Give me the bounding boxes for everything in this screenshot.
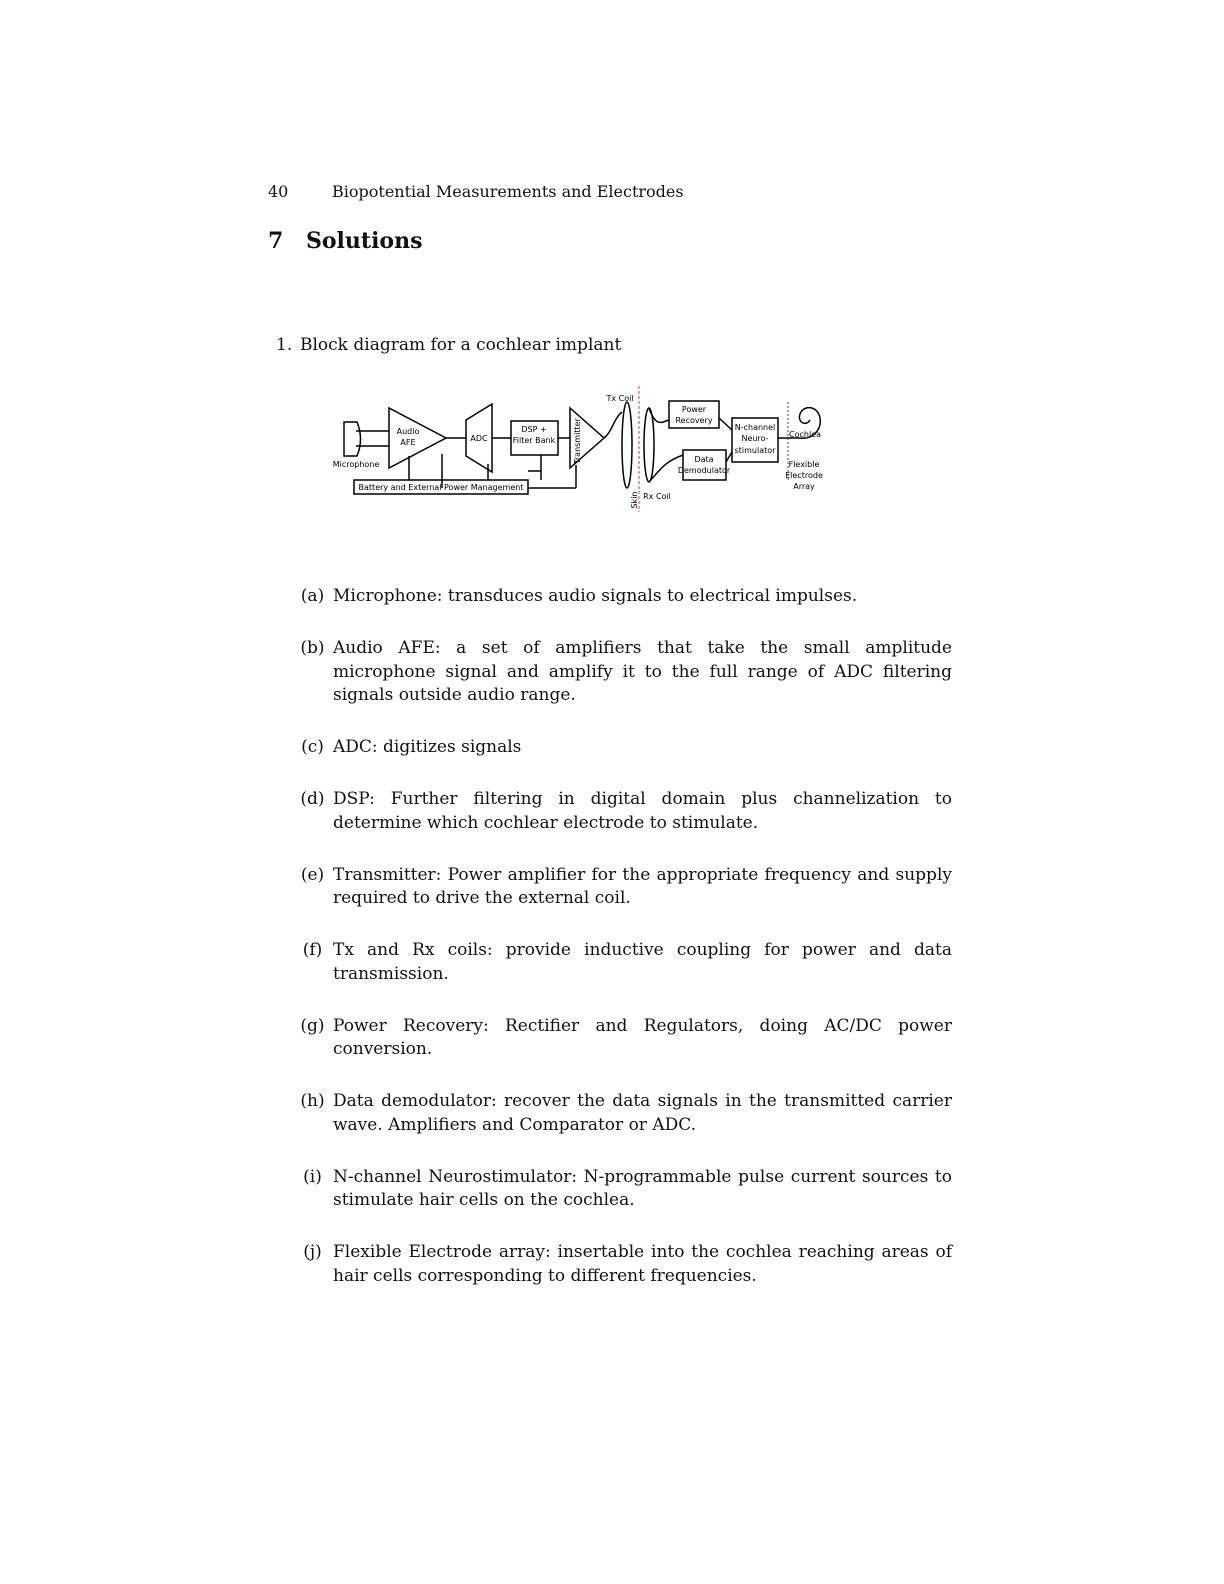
running-title: Biopotential Measurements and Electrodes [332, 182, 684, 201]
power-recovery-label-1: Power [681, 405, 707, 414]
item-label: (f) [302, 940, 323, 960]
rx-coil-label: Rx Coil [643, 492, 671, 501]
item-text: Microphone: transduces audio signals to electrical impulses. [333, 586, 858, 606]
problem-number: 1. [276, 335, 293, 355]
list-item [292, 637, 952, 708]
item-text: N-channel Neurostimulator: N-programmable pulse current sources to stimulate hair cells on the cochlea. [333, 1166, 952, 1210]
microphone-symbol [344, 422, 361, 456]
tx-coil-label: Tx Coil [606, 394, 634, 403]
item-label: (j) [303, 1242, 322, 1262]
item-label: (h) [300, 1091, 325, 1111]
item-label: (g) [300, 1015, 325, 1036]
electrode-label-2: Electrode [785, 471, 823, 480]
solution-parts-list [292, 585, 952, 1317]
tx-coil [622, 402, 632, 488]
cochlear-implant-block-diagram [330, 384, 830, 514]
neurostimulator-label-3: stimulator [734, 446, 776, 455]
page-number: 40 [268, 182, 289, 201]
running-header [268, 182, 684, 201]
transmitter-label: Transmitter [573, 418, 582, 464]
list-item [292, 1166, 952, 1213]
data-demodulator-label-1: Data [694, 455, 714, 464]
dsp-label-2: Filter Bank [512, 436, 556, 445]
item-text: Transmitter: Power amplifier for the appropriate frequency and supply required to drive the external coil. [333, 864, 952, 908]
item-text: Flexible Electrode array: insertable into the cochlea reaching areas of hair cells corresponding to different frequencies. [333, 1242, 952, 1286]
list-item [292, 788, 952, 835]
item-text: Power Recovery: Rectifier and Regulators, doing AC/DC power conversion. [333, 1015, 952, 1059]
electrode-label-1: Flexible [788, 460, 820, 469]
list-item [292, 1241, 952, 1288]
section-number: 7 [268, 228, 284, 254]
section-title: Solutions [306, 228, 423, 254]
audio-afe-label-1: Audio [396, 427, 420, 436]
cochlea-label: Cochlea [789, 430, 821, 439]
power-recovery-label-2: Recovery [675, 416, 713, 425]
problem-statement [276, 335, 621, 355]
data-demodulator-label-2: Demodulator [677, 466, 731, 475]
list-item [292, 1090, 952, 1137]
item-label: (a) [300, 586, 325, 606]
item-text: ADC: digitizes signals [333, 737, 522, 757]
item-label: (c) [301, 737, 324, 757]
skin-label: Skin [630, 491, 639, 509]
list-item [292, 1015, 952, 1062]
item-label: (i) [303, 1166, 322, 1187]
list-item [292, 864, 952, 911]
battery-label: Battery and External Power Management [358, 483, 524, 492]
section-heading [268, 228, 423, 254]
rx-coil [644, 408, 654, 482]
item-label: (e) [300, 864, 325, 885]
item-text: Audio AFE: a set of amplifiers that take the small amplitude microphone signal and amplify it to the full range of ADC filtering signals outside audio range. [333, 638, 952, 705]
dsp-label-1: DSP + [521, 425, 547, 434]
item-label: (b) [300, 638, 325, 658]
item-text: DSP: Further filtering in digital domain plus channelization to determine which cochlear electrode to stimulate. [333, 789, 952, 833]
item-label: (d) [300, 789, 325, 809]
item-text: Tx and Rx coils: provide inductive coupling for power and data transmission. [333, 940, 952, 984]
list-item [292, 585, 952, 609]
audio-afe-label-2: AFE [400, 438, 416, 447]
problem-text: Block diagram for a cochlear implant [300, 335, 622, 355]
microphone-label: Microphone [332, 460, 380, 469]
list-item [292, 939, 952, 986]
electrode-label-3: Array [793, 482, 815, 491]
neurostimulator-label-2: Neuro- [741, 434, 769, 443]
item-text: Data demodulator: recover the data signals in the transmitted carrier wave. Amplifiers and Comparator or ADC. [333, 1091, 952, 1135]
audio-afe-block [389, 408, 446, 468]
neurostimulator-label-1: N-channel [734, 423, 776, 432]
adc-label: ADC [470, 434, 488, 443]
list-item [292, 736, 952, 760]
